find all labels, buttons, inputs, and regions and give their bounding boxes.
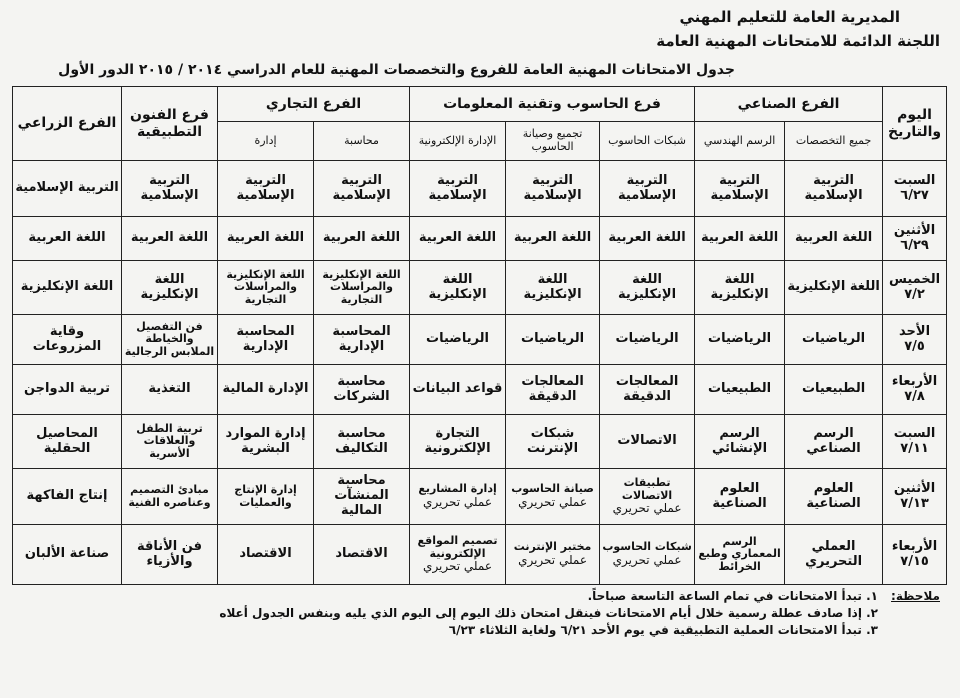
subject-name: المعالجات الدقيقة <box>521 373 584 404</box>
subject-name: اللغة العربية <box>130 230 209 246</box>
subject-cell <box>218 217 314 261</box>
table-row <box>13 469 947 525</box>
subject-name: اللغة الإنكليزية <box>710 271 769 302</box>
subject-name: الاتصالات <box>617 433 677 449</box>
table-row <box>13 365 947 415</box>
day-date: ٧/١٥ <box>900 553 929 569</box>
subject-cell <box>122 469 218 525</box>
subject-name: التربية الإسلامية <box>236 172 295 203</box>
applied-arts-branch-header: فرع الفنون التطبيقية <box>122 87 218 161</box>
subject-name: اللغة العربية <box>608 230 686 246</box>
subject-cell <box>600 261 695 315</box>
subject-name: اللغة الإنكليزية <box>523 271 582 302</box>
subject-cell <box>13 525 122 585</box>
subject-cell <box>785 525 883 585</box>
subject-name: محاسبة التكاليف <box>335 425 388 456</box>
notes-label: ملاحظة: <box>891 589 940 603</box>
day-name: السبت <box>893 425 936 441</box>
subject-name: فن التفصيل والخياطة الملابس الرجالية <box>124 319 215 358</box>
subject-cell <box>506 161 600 217</box>
subject-name: التربية الإسلامية <box>710 172 769 203</box>
subject-cell <box>314 217 410 261</box>
subject-name: قواعد البيانات <box>412 381 503 397</box>
subject-name: المحاصيل الحقلية <box>36 425 98 456</box>
subject-name: اللغة العربية <box>700 230 779 246</box>
subject-name: اللغة العربية <box>322 230 401 246</box>
table-row <box>13 415 947 469</box>
subject-name: وقاية المزروعات <box>32 323 102 354</box>
note-item: ٣. تبدأ الامتحانات العملية التطبيقية في يوم الأحد ٦/٢١ ولغاية الثلاثاء ٦/٢٣ <box>448 623 878 637</box>
subject-name: التربية الإسلامية <box>618 172 677 203</box>
subject-cell <box>600 415 695 469</box>
subject-cell <box>13 261 122 315</box>
day-date: ٧/٢ <box>904 286 925 302</box>
subject-name: اللغة الإنكليزية والمراسلات التجارية <box>322 267 401 306</box>
day-cell <box>883 315 947 365</box>
exam-schedule-table <box>12 86 947 585</box>
subject-cell <box>410 415 506 469</box>
subject-name: الرياضيات <box>426 331 490 347</box>
table-row <box>13 525 947 585</box>
subject-name: فن الأناقة والأزياء <box>136 538 203 569</box>
subject-cell <box>122 161 218 217</box>
subject-name: اللغة العربية <box>226 230 305 246</box>
day-date: ٦/٢٩ <box>900 237 929 253</box>
subject-cell <box>314 525 410 585</box>
subject-cell <box>785 415 883 469</box>
subject-cell <box>695 161 785 217</box>
subbranch-header: شبكات الحاسوب <box>600 122 695 161</box>
subject-name: المعالجات الدقيقة <box>615 373 679 404</box>
subject-name: الاقتصاد <box>335 546 388 562</box>
subject-name: صناعة الألبان <box>24 546 110 562</box>
subject-cell <box>506 525 600 585</box>
subject-name: العملي التحريري <box>805 538 863 569</box>
table-row <box>13 315 947 365</box>
subject-cell <box>314 161 410 217</box>
subject-name: محاسبة المنشآت المالية <box>334 473 389 518</box>
subject-name: الرسم الصناعي <box>806 425 861 456</box>
subject-name: العلوم الصناعية <box>806 480 861 511</box>
subject-cell <box>218 261 314 315</box>
subject-name: الطبيعيات <box>801 381 866 397</box>
day-name: الخميس <box>889 271 941 287</box>
subject-name: التجارة الإلكترونية <box>424 425 491 456</box>
subject-cell <box>218 161 314 217</box>
subject-cell <box>218 469 314 525</box>
day-cell <box>883 161 947 217</box>
subject-name: تربية الدواجن <box>23 381 111 397</box>
subject-cell <box>785 217 883 261</box>
subject-name: اللغة الإنكليزية <box>20 279 114 295</box>
day-cell <box>883 261 947 315</box>
subject-cell <box>314 365 410 415</box>
subject-mode: عملي تحريري <box>612 501 682 516</box>
day-cell <box>883 415 947 469</box>
subject-name: التغذية <box>148 381 191 397</box>
subject-name: الرياضيات <box>521 331 585 347</box>
subject-cell <box>410 261 506 315</box>
subject-cell <box>122 261 218 315</box>
subject-name: العلوم الصناعية <box>712 480 767 511</box>
subject-name: إنتاج الفاكهة <box>26 488 108 504</box>
day-date: ٧/٨ <box>904 388 925 404</box>
subject-cell <box>218 525 314 585</box>
subject-cell <box>695 365 785 415</box>
subject-cell <box>122 315 218 365</box>
subject-name: اللغة الإنكليزية <box>428 271 487 302</box>
subject-cell <box>410 161 506 217</box>
subject-cell <box>13 217 122 261</box>
directorate-title: المديرية العامة للتعليم المهني <box>679 8 900 26</box>
subbranch-header: جميع التخصصات <box>785 122 883 161</box>
agricultural-branch-header: الفرع الزراعي <box>13 87 122 161</box>
subject-name: التربية الإسلامية <box>804 172 863 203</box>
subject-cell <box>13 469 122 525</box>
day-date: ٧/٥ <box>904 338 925 354</box>
subject-cell <box>410 365 506 415</box>
subject-cell <box>506 415 600 469</box>
subject-cell <box>410 469 506 525</box>
subject-name: اللغة العربية <box>418 230 497 246</box>
subject-cell <box>785 315 883 365</box>
subject-cell <box>13 415 122 469</box>
subject-name: الرسم الإنشائي <box>711 425 768 456</box>
day-name: الأحد <box>899 323 931 339</box>
subject-name: تربية الطفل والعلاقات الأسرية <box>136 421 203 460</box>
subject-cell <box>218 415 314 469</box>
note-item: ٢. إذا صادف عطلة رسمية خلال أيام الامتحانات فينقل امتحان ذلك اليوم إلى اليوم الذي يليه وبنفس الجدول أعلاه <box>219 606 878 620</box>
subject-name: التربية الإسلامية <box>15 180 119 196</box>
subject-name: المحاسبة الإدارية <box>332 323 391 354</box>
subject-cell <box>506 365 600 415</box>
subject-cell <box>13 315 122 365</box>
subject-cell <box>600 161 695 217</box>
subject-cell <box>13 365 122 415</box>
subject-cell <box>122 525 218 585</box>
subject-cell <box>785 261 883 315</box>
subject-name: تطبيقات الاتصالات <box>621 475 673 502</box>
subject-mode: عملي تحريري <box>612 552 682 567</box>
day-cell <box>883 469 947 525</box>
subbranch-header: إدارة <box>218 122 314 161</box>
subject-cell <box>600 365 695 415</box>
subject-cell <box>506 217 600 261</box>
subject-cell <box>600 217 695 261</box>
committee-title: اللجنة الدائمة للامتحانات المهنية العامة <box>656 32 940 50</box>
subject-cell <box>695 217 785 261</box>
subject-cell <box>122 415 218 469</box>
day-date: ٧/١٣ <box>900 495 929 511</box>
subbranch-header: تجميع وصيانة الحاسوب <box>506 122 600 161</box>
subject-cell <box>695 415 785 469</box>
day-cell <box>883 365 947 415</box>
subject-name: الرياضيات <box>708 331 772 347</box>
industrial-branch-header: الفرع الصناعي <box>695 87 883 122</box>
day-date: ٦/٢٧ <box>900 187 929 203</box>
day-name: السبت <box>893 172 936 188</box>
subbranch-header: محاسبة <box>314 122 410 161</box>
subject-name: التربية الإسلامية <box>428 172 487 203</box>
subject-name: الرسم المعماري وطبع الخرائط <box>698 534 781 573</box>
subject-name: المحاسبة الإدارية <box>236 323 295 354</box>
subject-name: شبكات الإنترنت <box>527 425 579 456</box>
subject-name: مبادئ التصميم وعناصره الفنية <box>128 482 211 509</box>
subject-name: التربية الإسلامية <box>140 172 199 203</box>
subject-cell <box>785 161 883 217</box>
day-cell <box>883 217 947 261</box>
subject-name: اللغة العربية <box>513 230 592 246</box>
subject-name: الاقتصاد <box>239 546 292 562</box>
subject-name: الرياضيات <box>615 331 679 347</box>
subbranch-header: الإدارة الإلكترونية <box>410 122 506 161</box>
table-row <box>13 217 947 261</box>
subject-mode: عملي تحريري <box>518 494 588 509</box>
subject-name: تصميم المواقع الإلكترونية <box>417 533 498 560</box>
subject-name: اللغة العربية <box>794 230 873 246</box>
subject-cell <box>695 469 785 525</box>
subject-cell <box>122 217 218 261</box>
day-name: الأثنين <box>893 222 936 238</box>
subject-cell <box>218 315 314 365</box>
day-name: الأثنين <box>893 480 936 496</box>
subject-mode: عملي تحريري <box>423 559 492 574</box>
subject-cell <box>506 261 600 315</box>
table-row <box>13 261 947 315</box>
subject-name: شبكات الحاسوب <box>602 540 692 554</box>
subject-cell <box>695 315 785 365</box>
subject-name: إدارة الإنتاج والعمليات <box>234 482 297 509</box>
subject-name: اللغة الإنكليزية <box>618 271 677 302</box>
subject-cell <box>410 217 506 261</box>
subject-cell <box>410 525 506 585</box>
subject-cell <box>695 261 785 315</box>
subbranch-header: الرسم الهندسي <box>695 122 785 161</box>
schedule-title: جدول الامتحانات المهنية العامة للفروع والتخصصات المهنية للعام الدراسي ٢٠١٤ / ٢٠١٥ الدور الأول <box>58 62 735 78</box>
subject-cell <box>122 365 218 415</box>
subject-cell <box>785 469 883 525</box>
subject-name: الإدارة المالية <box>222 381 309 397</box>
subject-cell <box>600 525 695 585</box>
subject-name: إدارة الموارد البشرية <box>225 425 306 456</box>
subject-cell <box>314 261 410 315</box>
subject-name: محاسبة الشركات <box>333 373 390 404</box>
subject-cell <box>600 469 695 525</box>
day-name: الأربعاء <box>891 538 938 554</box>
day-date: ٧/١١ <box>900 440 929 456</box>
subject-name: التربية الإسلامية <box>332 172 391 203</box>
table-row <box>13 161 947 217</box>
subject-name: اللغة الإنكليزية <box>140 271 199 302</box>
subject-cell <box>506 315 600 365</box>
subject-cell <box>785 365 883 415</box>
subject-name: الطبيعيات <box>707 381 772 397</box>
subject-cell <box>314 469 410 525</box>
subject-name: صيانة الحاسوب <box>511 482 594 496</box>
day-name: الأربعاء <box>891 373 938 389</box>
subject-cell <box>314 315 410 365</box>
day-date-header: اليوم والتاريخ <box>883 87 947 161</box>
subject-name: التربية الإسلامية <box>523 172 582 203</box>
subject-cell <box>13 161 122 217</box>
subject-cell <box>506 469 600 525</box>
subject-cell <box>410 315 506 365</box>
subject-cell <box>314 415 410 469</box>
subject-cell <box>600 315 695 365</box>
subject-name: اللغة العربية <box>28 230 106 246</box>
day-cell <box>883 525 947 585</box>
subject-mode: عملي تحريري <box>518 552 588 567</box>
commercial-branch-header: الفرع التجاري <box>218 87 410 122</box>
subject-cell <box>695 525 785 585</box>
subject-name: اللغة الإنكليزية <box>787 279 880 295</box>
subject-name: الرياضيات <box>802 331 866 347</box>
subject-name: اللغة الإنكليزية والمراسلات التجارية <box>226 267 305 306</box>
subject-mode: عملي تحريري <box>423 494 492 509</box>
subject-name: مختبر الإنترنت <box>513 540 592 554</box>
subject-cell <box>218 365 314 415</box>
computer-branch-header: فرع الحاسوب وتقنية المعلومات <box>410 87 695 122</box>
note-item: ١. تبدأ الامتحانات في تمام الساعة التاسعة صباحاً. <box>587 589 878 603</box>
subject-name: إدارة المشاريع <box>418 482 497 496</box>
